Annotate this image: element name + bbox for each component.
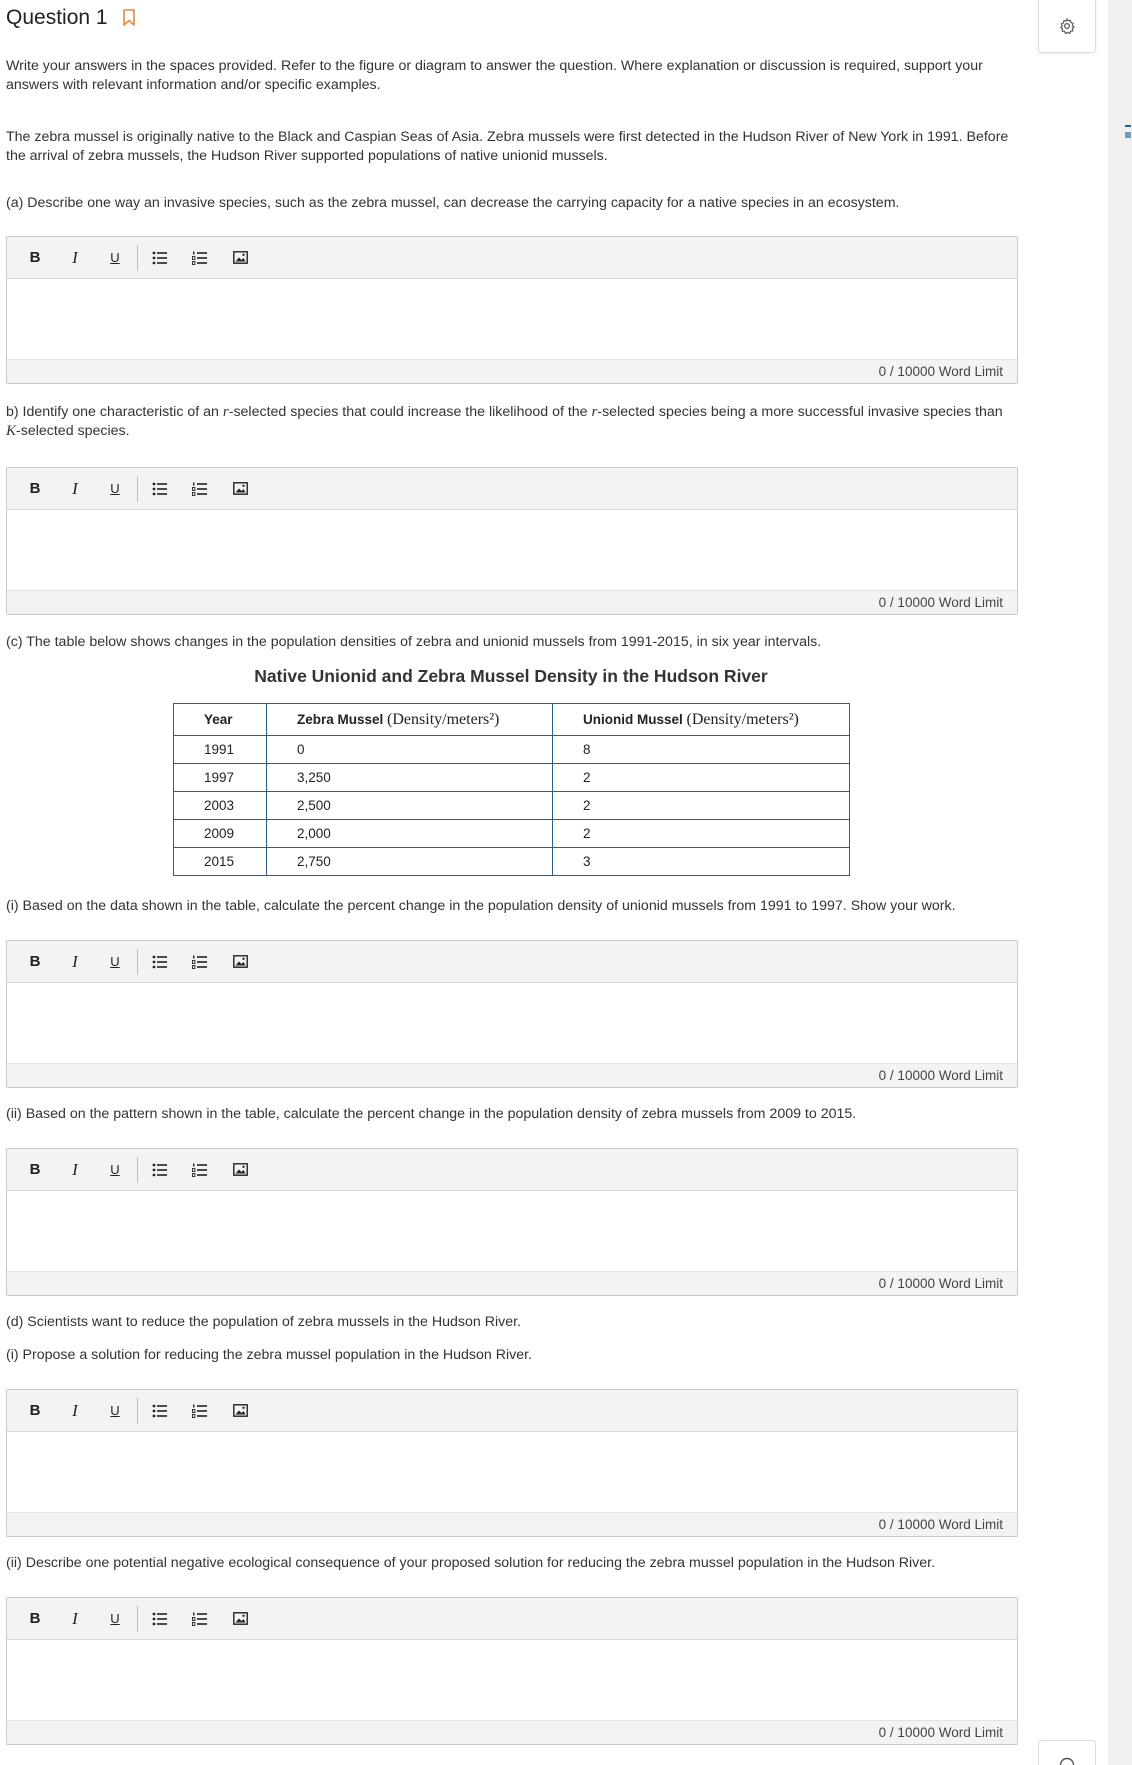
- cell-unionid: 2: [553, 764, 850, 792]
- header-zebra: [267, 704, 553, 736]
- toolbar-divider: [137, 1157, 138, 1183]
- settings-button[interactable]: [1038, 0, 1096, 53]
- part-c-ii-prompt: (ii) Based on the pattern shown in the table, calculate the percent change in the population density of zebra mussels from 2009 to 2015.: [6, 1106, 857, 1122]
- cell-zebra: 0: [267, 736, 553, 764]
- header-unionid: [553, 704, 850, 736]
- word-count: 0 / 10000 Word Limit: [7, 359, 1017, 383]
- right-sidebar: [1108, 0, 1132, 1765]
- cell-year: 2009: [174, 820, 267, 848]
- numbered-list-icon: [192, 1163, 208, 1177]
- cell-unionid: 3: [553, 848, 850, 876]
- numbered-list-icon: [192, 482, 208, 496]
- numbered-list-button[interactable]: [180, 941, 220, 983]
- insert-image-button[interactable]: [220, 941, 260, 983]
- cell-unionid: 2: [553, 820, 850, 848]
- editor-toolbar: [7, 1598, 1017, 1640]
- cell-unionid: 8: [553, 736, 850, 764]
- cell-unionid: 2: [553, 792, 850, 820]
- cell-year: 1991: [174, 736, 267, 764]
- bulleted-list-icon: [152, 482, 168, 496]
- editor-toolbar: [7, 468, 1017, 510]
- underline-button[interactable]: U: [110, 250, 120, 265]
- table-header-row: [174, 704, 850, 736]
- answer-editor-d-i[interactable]: [6, 1389, 1018, 1537]
- answer-editor-b[interactable]: [6, 467, 1018, 615]
- part-d-ii-prompt: (ii) Describe one potential negative ecological consequence of your proposed solution for reducing the zebra mussel population in the Hudson River.: [6, 1555, 936, 1571]
- bold-button[interactable]: B: [29, 480, 41, 497]
- numbered-list-icon: [192, 251, 208, 265]
- editor-text-area[interactable]: [7, 510, 1017, 590]
- cell-year: 2003: [174, 792, 267, 820]
- bold-button[interactable]: B: [29, 1402, 41, 1419]
- toolbar-divider: [137, 245, 138, 271]
- answer-editor-d-ii[interactable]: [6, 1597, 1018, 1745]
- insert-image-button[interactable]: [220, 1390, 260, 1432]
- editor-text-area[interactable]: [7, 1191, 1017, 1271]
- bold-button[interactable]: B: [29, 953, 41, 970]
- header-year: Year: [174, 704, 267, 736]
- header-zebra-unit: (Density/meters²): [387, 710, 500, 728]
- part-d-i-prompt: (i) Propose a solution for reducing the zebra mussel population in the Hudson River.: [6, 1347, 533, 1363]
- bulleted-list-icon: [152, 251, 168, 265]
- image-icon: [233, 1404, 248, 1417]
- insert-image-button[interactable]: [220, 1149, 260, 1191]
- part-b-text-1: b) Identify one characteristic of an: [6, 404, 223, 420]
- image-icon: [233, 251, 248, 264]
- context-paragraph: The zebra mussel is originally native to the Black and Caspian Seas of Asia. Zebra mussels were first detected in the Hudson River of New York in 1991. Before the arrival of zebra mussels, the Hudson River supported populations of native unionid mussels.: [6, 129, 1009, 164]
- image-icon: [233, 955, 248, 968]
- underline-button[interactable]: U: [110, 481, 120, 496]
- editor-toolbar: [7, 237, 1017, 279]
- header-unionid-unit: (Density/meters²): [686, 710, 799, 728]
- image-icon: [233, 1612, 248, 1625]
- italic-button[interactable]: I: [72, 951, 78, 971]
- question-title: Question 1: [6, 6, 108, 29]
- numbered-list-icon: [192, 955, 208, 969]
- header-zebra-label: Zebra Mussel: [297, 711, 384, 727]
- word-count: 0 / 10000 Word Limit: [7, 1271, 1017, 1295]
- image-icon: [233, 482, 248, 495]
- part-b-text-3: -selected species being a more successful invasive species than: [597, 404, 1003, 420]
- cell-zebra: 2,750: [267, 848, 553, 876]
- table-title: Native Unionid and Zebra Mussel Density in the Hudson River: [254, 666, 768, 686]
- numbered-list-icon: [192, 1404, 208, 1418]
- instructions: Write your answers in the spaces provided. Refer to the figure or diagram to answer the question. Where explanation or discussion is required, support your answers with relevant information and/or specific examples.: [6, 58, 983, 93]
- editor-toolbar: [7, 1149, 1017, 1191]
- numbered-list-icon: [192, 1612, 208, 1626]
- part-b-text-2: -selected species that could increase the likelihood of the: [228, 404, 592, 420]
- italic-button[interactable]: I: [72, 247, 78, 267]
- cell-year: 2015: [174, 848, 267, 876]
- bulleted-list-button[interactable]: [140, 468, 180, 510]
- insert-image-button[interactable]: [220, 468, 260, 510]
- toolbar-divider: [137, 949, 138, 975]
- bulleted-list-icon: [152, 955, 168, 969]
- answer-editor-c-i[interactable]: [6, 940, 1018, 1088]
- help-icon: [1059, 1757, 1075, 1765]
- answer-editor-a[interactable]: [6, 236, 1018, 384]
- italic-button[interactable]: I: [72, 1400, 78, 1420]
- italic-button[interactable]: I: [72, 1608, 78, 1628]
- part-a-prompt: (a) Describe one way an invasive species, such as the zebra mussel, can decrease the carrying capacity for a native species in an ecosystem.: [6, 195, 900, 211]
- part-c-prompt: (c) The table below shows changes in the population densities of zebra and unionid mussels from 1991-2015, in six year intervals.: [6, 634, 822, 650]
- numbered-list-button[interactable]: [180, 237, 220, 279]
- bulleted-list-icon: [152, 1404, 168, 1418]
- help-button[interactable]: [1038, 1740, 1096, 1765]
- part-d-prompt: (d) Scientists want to reduce the population of zebra mussels in the Hudson River.: [6, 1314, 521, 1330]
- bold-button[interactable]: B: [29, 1161, 41, 1178]
- cell-zebra: 3,250: [267, 764, 553, 792]
- bulleted-list-button[interactable]: [140, 1598, 180, 1640]
- image-icon: [233, 1163, 248, 1176]
- sidebar-tab-text[interactable]: [1124, 80, 1132, 140]
- r-variable: r: [222, 404, 229, 420]
- word-count: 0 / 10000 Word Limit: [7, 1512, 1017, 1536]
- underline-button[interactable]: U: [110, 1403, 120, 1418]
- bold-button[interactable]: B: [29, 1610, 41, 1627]
- bulleted-list-button[interactable]: [140, 941, 180, 983]
- italic-button[interactable]: I: [72, 478, 78, 498]
- insert-image-button[interactable]: [220, 237, 260, 279]
- table-row: [174, 848, 850, 876]
- part-b-prompt: [6, 403, 1016, 441]
- editor-toolbar: [7, 1390, 1017, 1432]
- numbered-list-button[interactable]: [180, 1149, 220, 1191]
- bulleted-list-icon: [152, 1612, 168, 1626]
- insert-image-button[interactable]: [220, 1598, 260, 1640]
- editor-toolbar: [7, 941, 1017, 983]
- table-row: [174, 736, 850, 764]
- table-row: [174, 792, 850, 820]
- bulleted-list-button[interactable]: [140, 1390, 180, 1432]
- editor-text-area[interactable]: [7, 1432, 1017, 1512]
- part-b-text-4: -selected species.: [16, 423, 130, 439]
- part-c-i-prompt: (i) Based on the data shown in the table, calculate the percent change in the population density of unionid mussels from 1991 to 1997. Show your work.: [6, 898, 956, 914]
- toolbar-divider: [137, 476, 138, 502]
- underline-button[interactable]: U: [110, 954, 120, 969]
- answer-editor-c-ii[interactable]: [6, 1148, 1018, 1296]
- editor-text-area[interactable]: [7, 279, 1017, 359]
- header-unionid-label: Unionid Mussel: [583, 711, 683, 727]
- underline-button[interactable]: U: [110, 1162, 120, 1177]
- cell-year: 1997: [174, 764, 267, 792]
- bulleted-list-button[interactable]: [140, 237, 180, 279]
- toolbar-divider: [137, 1398, 138, 1424]
- cell-zebra: 2,000: [267, 820, 553, 848]
- bookmark-icon[interactable]: [122, 9, 136, 27]
- numbered-list-button[interactable]: [180, 1598, 220, 1640]
- r-variable: r: [591, 404, 598, 420]
- table-row: [174, 764, 850, 792]
- bold-button[interactable]: B: [29, 249, 41, 266]
- numbered-list-button[interactable]: [180, 468, 220, 510]
- word-count: 0 / 10000 Word Limit: [7, 590, 1017, 614]
- underline-button[interactable]: U: [110, 1611, 120, 1626]
- gear-icon: [1058, 17, 1076, 35]
- cell-zebra: 2,500: [267, 792, 553, 820]
- question-header: [6, 6, 136, 30]
- italic-button[interactable]: I: [72, 1159, 78, 1179]
- numbered-list-button[interactable]: [180, 1390, 220, 1432]
- bulleted-list-icon: [152, 1163, 168, 1177]
- mussel-density-table: [173, 703, 850, 876]
- bulleted-list-button[interactable]: [140, 1149, 180, 1191]
- word-count: 0 / 10000 Word Limit: [7, 1720, 1017, 1744]
- editor-text-area[interactable]: [7, 983, 1017, 1063]
- table-row: [174, 820, 850, 848]
- k-variable: K: [6, 423, 17, 439]
- word-count: 0 / 10000 Word Limit: [7, 1063, 1017, 1087]
- toolbar-divider: [137, 1606, 138, 1632]
- editor-text-area[interactable]: [7, 1640, 1017, 1720]
